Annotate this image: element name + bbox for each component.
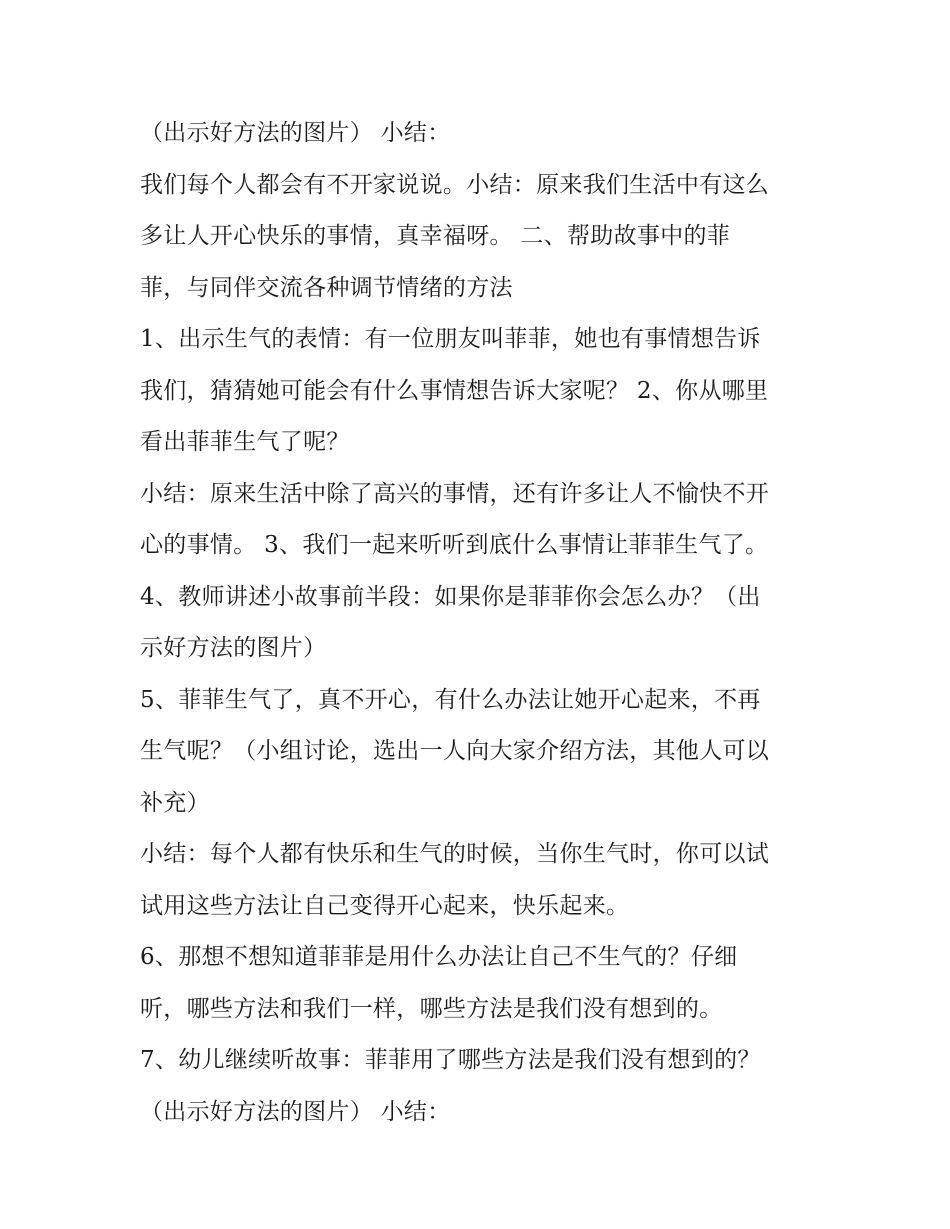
text-line: 试用这些方法让自己变得开心起来，快乐起来。 (140, 892, 630, 919)
text-line: 5、菲菲生气了，真不开心，有什么办法让她开心起来，不再 (140, 686, 761, 713)
text-line: 小结：每个人都有快乐和生气的时候，当你生气时，你可以试 (140, 841, 770, 867)
text-line: （出示好方法的图片） 小结： (140, 120, 451, 146)
text-line: 菲，与同伴交流各种调节情绪的方法 (140, 274, 513, 301)
text-line: 6、那想不想知道菲菲是用什么办法让自己不生气的？仔细 (140, 944, 738, 970)
text-line: 多让人开心快乐的事情，真幸福呀。 二、帮助故事中的菲 (140, 223, 731, 249)
text-line: 7、幼儿继续听故事：菲菲用了哪些方法是我们没有想到的？ (140, 1047, 761, 1073)
document-body (140, 108, 820, 1138)
text-line: 听，哪些方法和我们一样，哪些方法是我们没有想到的。 (140, 995, 723, 1022)
text-line: 1、出示生气的表情：有一位朋友叫菲菲，她也有事情想告诉 (140, 326, 761, 352)
text-line: 生气呢？（小组讨论，选出一人向大家介绍方法，其他人可以 (140, 738, 770, 764)
text-line: 心的事情。 3、我们一起来听听到底什么事情让菲菲生气了。 (140, 532, 769, 558)
text-line: 看出菲菲生气了呢？ (140, 429, 350, 455)
text-line: （出示好方法的图片） 小结： (140, 1098, 451, 1125)
text-line: 补充） (140, 789, 210, 816)
text-line: 示好方法的图片） (140, 635, 327, 661)
text-line: 4、教师讲述小故事前半段：如果你是菲菲你会怎么办？（出 (140, 583, 761, 610)
text-line: 我们，猜猜她可能会有什么事情想告诉大家呢？ 2、你从哪里 (140, 377, 769, 404)
text-line: 小结：原来生活中除了高兴的事情，还有许多让人不愉快不开 (140, 480, 770, 507)
text-line: 我们每个人都会有不开家说说。小结：原来我们生活中有这么 (140, 171, 770, 198)
